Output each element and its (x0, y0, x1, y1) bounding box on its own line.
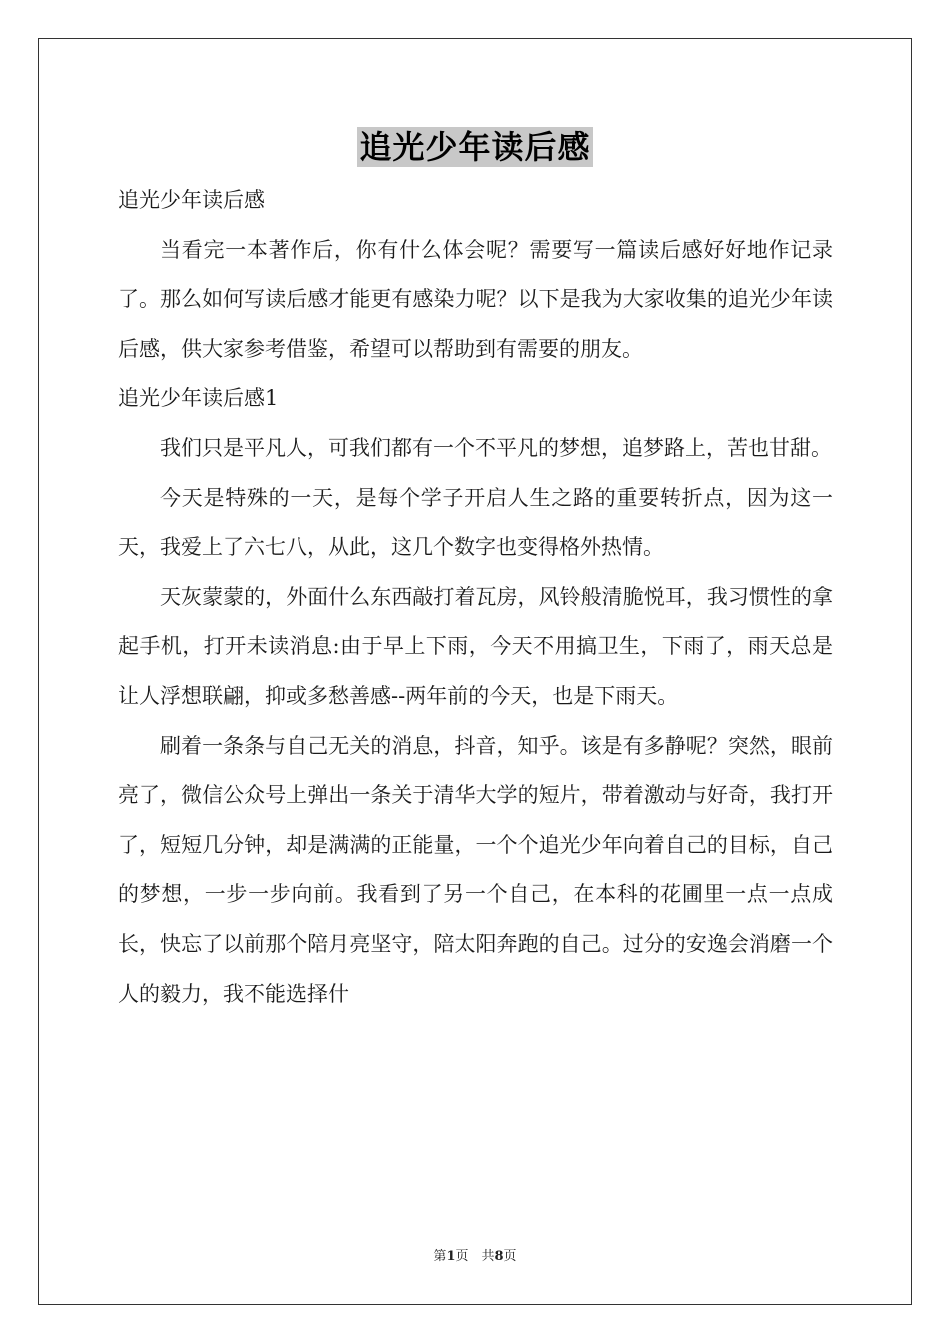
page-footer (0, 1245, 950, 1264)
body-paragraph: 当看完一本著作后，你有什么体会呢？需要写一篇读后感好好地作记录了。那么如何写读后感才能更有感染力呢？以下是我为大家收集的追光少年读后感，供大家参考借鉴，希望可以帮助到有需要的朋友。 (118, 237, 833, 361)
document-body (118, 176, 833, 1019)
document-title: 追光少年读后感 (359, 128, 591, 166)
page-prefix: 第 (433, 1249, 447, 1264)
title-container (0, 127, 950, 167)
body-paragraph: 刷着一条条与自己无关的消息，抖音，知乎。该是有多静呢？突然，眼前亮了，微信公众号上弹出一条关于清华大学的短片，带着激动与好奇，我打开了，短短几分钟，却是满满的正能量，一个个追光少年向着自己的目标，自己的梦想，一步一步向前。我看到了另一个自己，在本科的花圃里一点一点成长，快忘了以前那个陪月亮坚守，陪太阳奔跑的自己。过分的安逸会消磨一个人的毅力，我不能选择什 (118, 733, 833, 1006)
page-suffix: 页 (503, 1249, 517, 1264)
section-heading: 追光少年读后感 (118, 188, 265, 212)
section-heading: 追光少年读后感1 (118, 386, 279, 411)
body-paragraph: 我们只是平凡人，可我们都有一个不平凡的梦想，追梦路上，苦也甘甜。 (160, 435, 832, 460)
page-mid: 页 共 (455, 1249, 495, 1264)
page-total: 8 (494, 1249, 504, 1264)
page-current: 1 (446, 1249, 456, 1264)
body-paragraph: 今天是特殊的一天，是每个学子开启人生之路的重要转折点，因为这一天，我爱上了六七八，从此，这几个数字也变得格外热情。 (118, 485, 833, 560)
body-paragraph: 天灰蒙蒙的，外面什么东西敲打着瓦房，风铃般清脆悦耳，我习惯性的拿起手机，打开未读消息:由于早上下雨，今天不用搞卫生，下雨了，雨天总是让人浮想联翩，抑或多愁善感--两年前的今天，也是下雨天。 (118, 584, 833, 708)
